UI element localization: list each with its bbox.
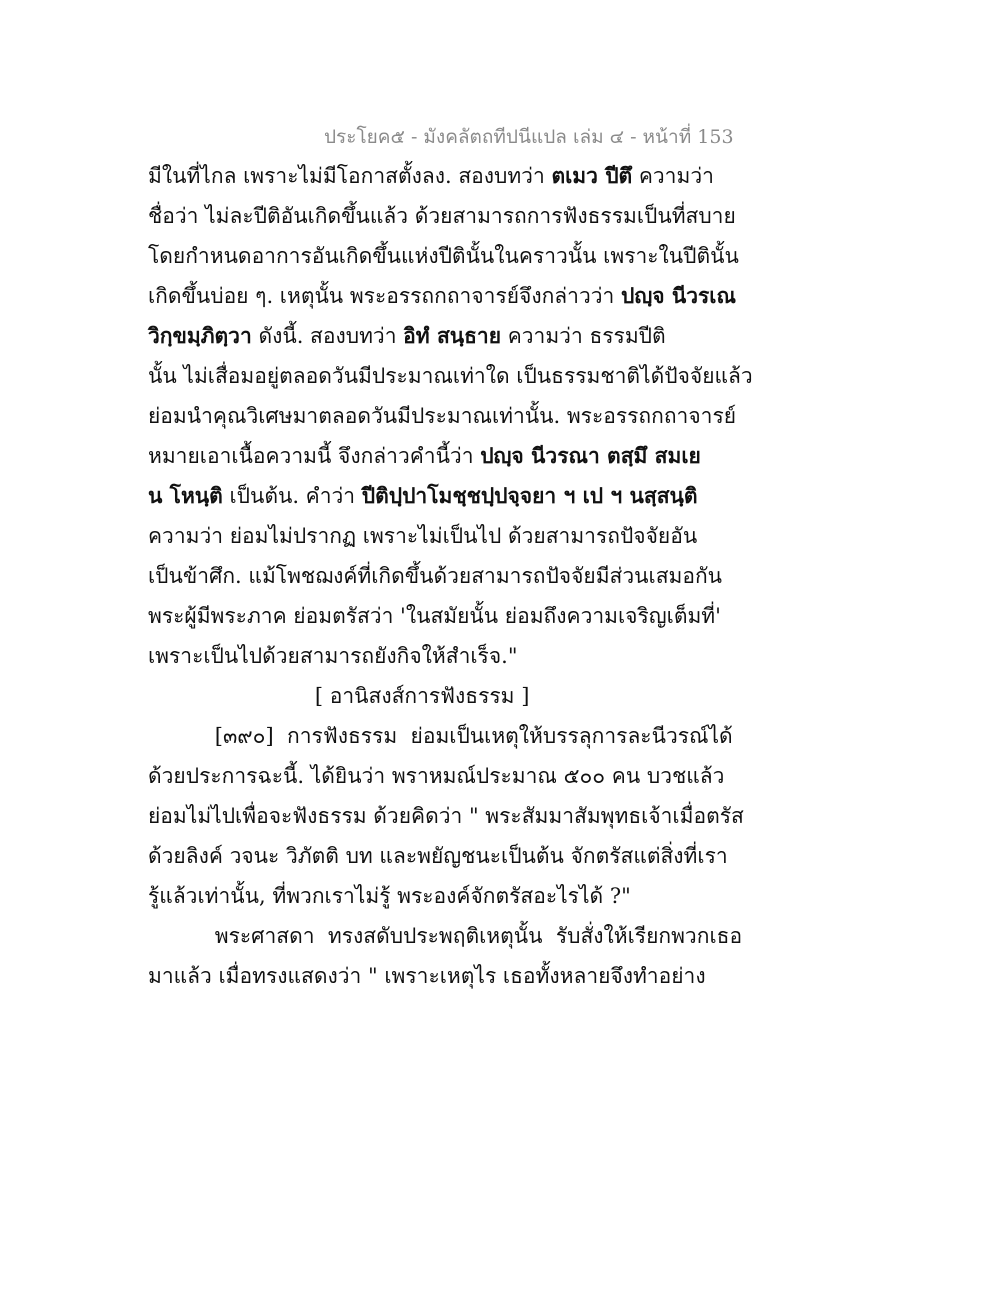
text-line-7: ย่อมนำคุณวิเศษมาตลอดวันมีประมาณเท่านั้น. พระอรรถกถาจารย์ xyxy=(148,404,737,428)
text-line-21: มาแล้ว เมื่อทรงแสดงว่า " เพราะเหตุไร เธอทั้งหลายจึงทำอย่าง xyxy=(148,964,706,988)
text-line-6: นั้น ไม่เสื่อมอยู่ตลอดวันมีประมาณเท่าใด เป็นธรรมชาติได้ปัจจัยแล้ว xyxy=(148,364,753,388)
text-line-18: ด้วยลิงค์ วจนะ วิภัตติ บท และพยัญชนะเป็นต้น จักตรัสแต่สิ่งที่เรา xyxy=(148,844,728,868)
text-line-12: พระผู้มีพระภาค ย่อมตรัสว่า 'ในสมัยนั้น ย่อมถึงความเจริญเต็มที่' xyxy=(148,604,721,628)
text-line-13: เพราะเป็นไปด้วยสามารถยังกิจให้สำเร็จ." xyxy=(148,644,518,668)
page-header: ประโยค๕ - มังคลัตถทีปนีแปล เล่ม ๔ - หน้าที่ 153 xyxy=(324,126,734,148)
text-line-10: ความว่า ย่อมไม่ปรากฏ เพราะไม่เป็นไป ด้วยสามารถปัจจัยอัน xyxy=(148,524,698,548)
text-line-11: เป็นข้าศึก. แม้โพชฌงค์ที่เกิดขึ้นด้วยสามารถปัจจัยมีส่วนเสมอกัน xyxy=(148,564,723,588)
text-line-17: ย่อมไม่ไปเพื่อจะฟังธรรม ด้วยคิดว่า " พระสัมมาสัมพุทธเจ้าเมื่อตรัส xyxy=(148,804,744,828)
text-line-16: ด้วยประการฉะนี้. ได้ยินว่า พราหมณ์ประมาณ ๕๐๐ คน บวชแล้ว xyxy=(148,764,725,788)
text-line-5: วิกฺขมฺภิตฺวา ดังนี้. สองบทว่า อิทํ สนฺธาย ความว่า ธรรมปีติ xyxy=(148,323,666,348)
text-line-1: มีในที่ไกล เพราะไม่มีโอกาสตั้งลง. สองบทว่า ตเมว ปีตึ ความว่า xyxy=(148,163,714,188)
text-line-4: เกิดขึ้นบ่อย ๆ. เหตุนั้น พระอรรถกถาจารย์จึงกล่าวว่า ปญฺจ นีวรเณ xyxy=(148,283,736,308)
text-line-2: ชื่อว่า ไม่ละปีติอันเกิดขึ้นแล้ว ด้วยสามารถการฟังธรรมเป็นที่สบาย xyxy=(148,204,736,228)
text-line-8: หมายเอาเนื้อความนี้ จึงกล่าวคำนี้ว่า ปญฺจ นีวรณา ตสฺมึ สมเย xyxy=(148,443,701,468)
text-line-19: รู้แล้วเท่านั้น, ที่พวกเราไม่รู้ พระองค์จักตรัสอะไรได้ ?" xyxy=(148,884,631,908)
text-line-3: โดยกำหนดอาการอันเกิดขึ้นแห่งปีตินั้นในคราวนั้น เพราะในปีตินั้น xyxy=(148,244,739,268)
text-line-20: พระศาสดา ทรงสดับประพฤติเหตุนั้น รับสั่งให้เรียกพวกเธอ xyxy=(148,924,743,948)
section-heading: [ อานิสงส์การฟังธรรม ] xyxy=(148,684,530,708)
text-line-15: [๓๙๐] การฟังธรรม ย่อมเป็นเหตุให้บรรลุการละนีวรณ์ได้ xyxy=(148,724,733,748)
text-line-9: น โหนฺติ เป็นต้น. คำว่า ปีติปฺปาโมชฺชปฺปจฺจยา ฯ เป ฯ นสฺสนฺติ xyxy=(148,483,698,508)
